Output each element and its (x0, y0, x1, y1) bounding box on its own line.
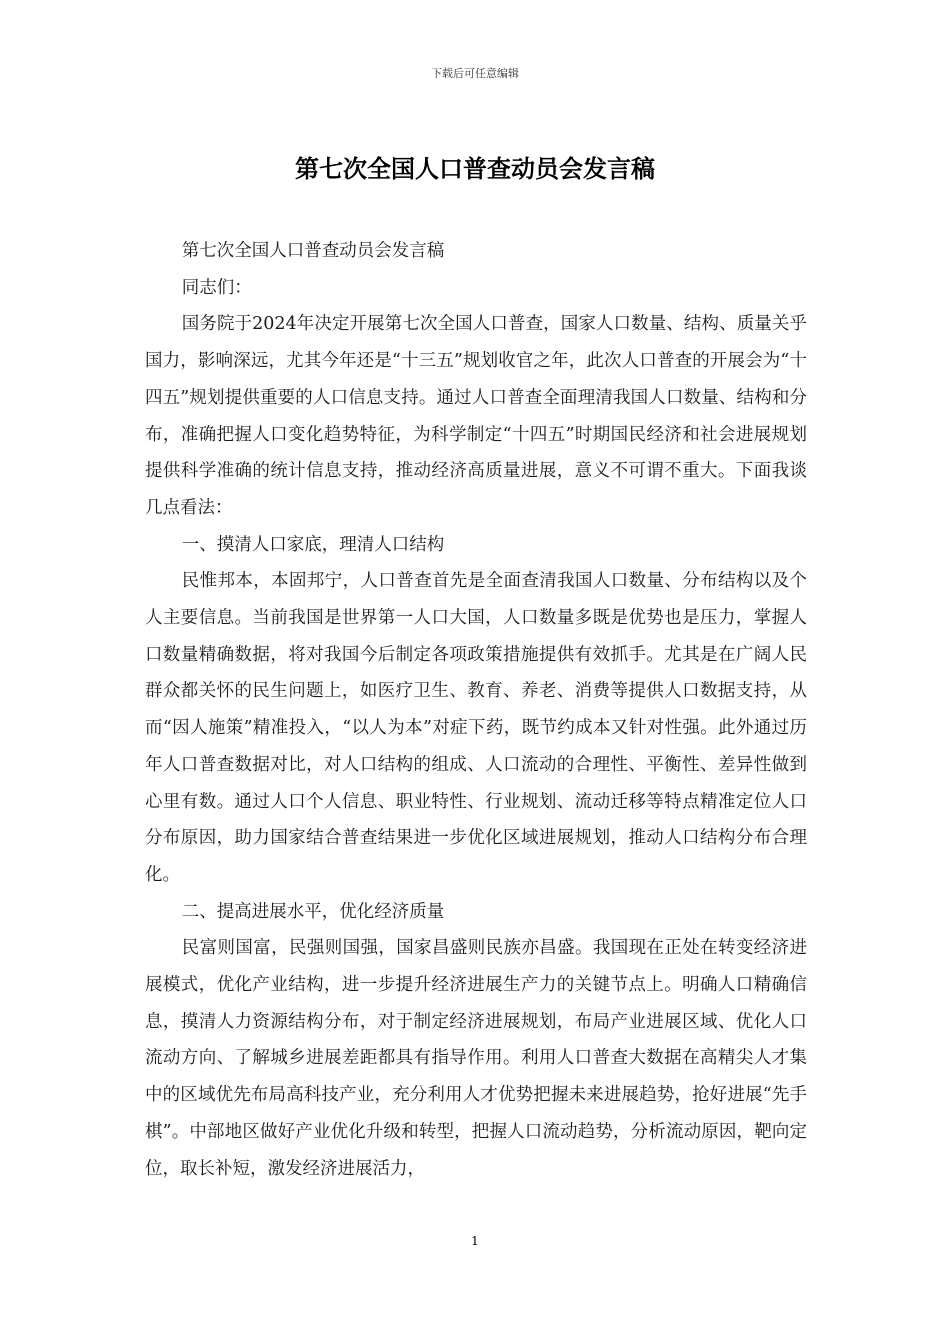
page-header-note: 下载后可任意编辑 (431, 67, 519, 80)
paragraph-salutation: 同志们： (181, 277, 252, 298)
section-heading-1: 一、摸清人口家底，理清人口结构 (181, 534, 445, 555)
paragraph-section-2: 民富则国富，民强则国强，国家昌盛则民族亦昌盛。我国现在正处在转变经济进展模式，优化产业结构，进一步提升经济进展生产力的关键节点上。明确人口精确信息，摸清人力资源结构分布，对于制定经济进展规划，布局产业进展区域、优化人口流动方向、了解城乡进展差距都具有指导作用。利用人口普查大数据在高精尖人才集中的区域优先布局高科技产业，充分利用人才优势把握未来进展趋势，抢好进展“先手棋”。中部地区做好产业优化升级和转型，把握人口流动趋势，分析流动原因，靶向定位，取长补短，激发经济进展活力， (145, 938, 807, 1179)
section-heading-2: 二、提高进展水平，优化经济质量 (181, 901, 445, 922)
document-title: 第七次全国人口普查动员会发言稿 (295, 154, 655, 183)
paragraph-section-1: 民惟邦本，本固邦宁，人口普查首先是全面查清我国人口数量、分布结构以及个人主要信息。当前我国是世界第一人口大国，人口数量多既是优势也是压力，掌握人口数量精确数据，将对我国今后制定各项政策措施提供有效抓手。尤其是在广阔人民群众都关怀的民生问题上，如医疗卫生、教育、养老、消费等提供人口数据支持，从而“因人施策”精准投入，“以人为本”对症下药，既节约成本又针对性强。此外通过历年人口普查数据对比，对人口结构的组成、人口流动的合理性、平衡性、差异性做到心里有数。通过人口个人信息、职业特性、行业规划、流动迁移等特点精准定位人口分布原因，助力国家结合普查结果进一步优化区域进展规划，推动人口结构分布合理化。 (145, 571, 807, 885)
page-number: 1 (471, 1234, 479, 1248)
paragraph-intro: 国务院于2024年决定开展第七次全国人口普查，国家人口数量、结构、质量关乎国力，影响深远，尤其今年还是“十三五”规划收官之年，此次人口普查的开展会为“十四五”规划提供重要的人口信息支持。通过人口普查全面理清我国人口数量、结构和分布，准确把握人口变化趋势特征，为科学制定“十四五”时期国民经济和社会进展规划提供科学准确的统计信息支持，推动经济高质量进展，意义不可谓不重大。下面我谈几点看法： (145, 314, 807, 518)
paragraph-subtitle: 第七次全国人口普查动员会发言稿 (181, 241, 445, 261)
document-body (145, 233, 807, 1187)
